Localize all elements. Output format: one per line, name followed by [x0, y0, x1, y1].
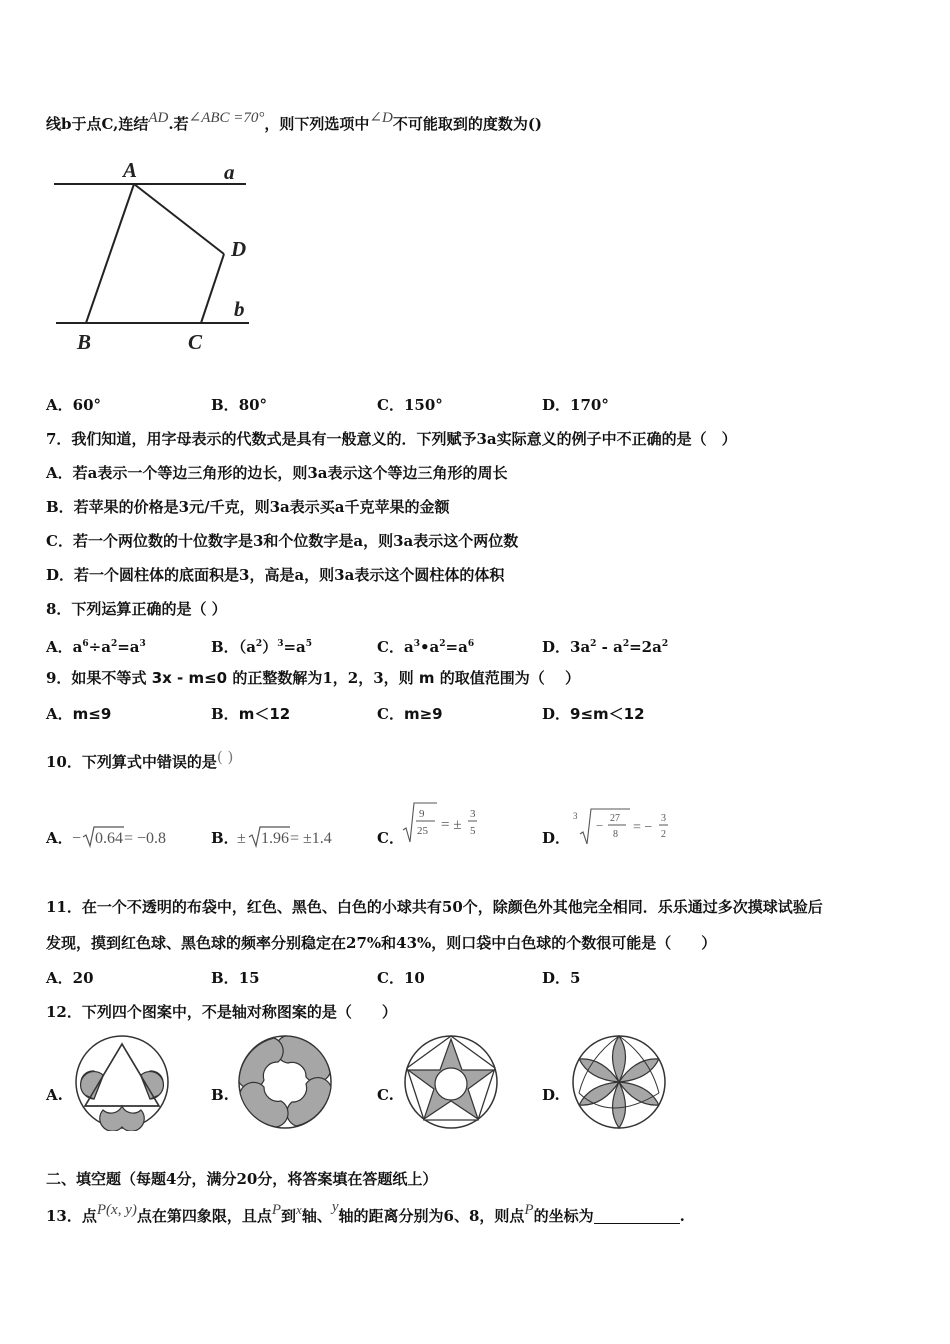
q6-option-a[interactable]: A．60° — [46, 396, 102, 414]
q10-option-a-expr — [72, 822, 192, 852]
svg-text:3: 3 — [470, 808, 476, 820]
q7-choice-a[interactable]: A．若a表示一个等边三角形的边长，则3a表示这个等边三角形的周长 — [46, 464, 508, 482]
q12-option-c-letter[interactable]: C. — [377, 1086, 394, 1104]
q10-option-d-expr — [570, 806, 680, 852]
q11-option-b[interactable]: B．15 — [211, 969, 260, 987]
q8-option-b[interactable]: B．$(a^2)^3=a^5$ — [211, 638, 313, 656]
q12-pattern-b[interactable] — [236, 1033, 334, 1131]
q10-option-c-letter[interactable]: C． — [377, 829, 404, 847]
svg-text:±: ± — [237, 830, 246, 847]
q9-option-b[interactable]: B．m＜12 — [211, 705, 291, 723]
q10-option-b-letter[interactable]: B． — [211, 829, 239, 847]
label-D: D — [231, 237, 247, 261]
label-a: a — [224, 160, 235, 184]
svg-text:0.64: 0.64 — [95, 830, 123, 847]
q12-option-a-letter[interactable]: A. — [46, 1086, 63, 1104]
svg-text:2: 2 — [661, 829, 666, 840]
label-B: B — [77, 330, 92, 354]
q11-stem-line2: 发现，摸到红色球、黑色球的频率分别稳定在27%和43%，则口袋中白色球的个数很可能是（ ） — [46, 934, 717, 952]
q11-option-d[interactable]: D．5 — [542, 969, 581, 987]
q11-option-a[interactable]: A．20 — [46, 969, 94, 987]
q13-stem: 13．点P(x, y)点在第四象限，且点P到x轴、y轴的距离分别为6、8，则点P的坐标为 . — [46, 1199, 685, 1225]
label-C: C — [188, 330, 203, 354]
svg-text:−: − — [72, 830, 82, 847]
label-b: b — [234, 297, 245, 321]
q10-option-c-expr — [401, 800, 491, 846]
q8-option-d[interactable]: D．$3a^2 - a^2=2a^2$ — [542, 638, 669, 656]
svg-text:= ±: = ± — [441, 817, 462, 833]
svg-text:9: 9 — [419, 808, 425, 820]
segment-ab — [86, 184, 134, 323]
q8-option-a[interactable]: A．$a^6\div a^2=a^3$ — [46, 638, 146, 656]
svg-text:= ±1.4: = ±1.4 — [290, 830, 332, 847]
q7-stem: 7．我们知道，用字母表示的代数式是具有一般意义的．下列赋予3a实际意义的例子中不正确的是（ ） — [46, 430, 737, 448]
segment-dc — [201, 254, 224, 323]
q7-choice-c[interactable]: C．若一个两位数的十位数字是3和个位数字是a，则3a表示这个两位数 — [46, 532, 519, 550]
q6-math-d: ∠D — [369, 110, 393, 126]
q10-stem: 10．下列算式中错误的是( ) — [46, 748, 234, 771]
segment-ad — [134, 184, 224, 254]
q10-option-b-expr — [237, 822, 362, 852]
q9-stem: 9．如果不等式 3x - m≤0 的正整数解为1，2，3，则 m 的取值范围为（ ） — [46, 669, 580, 687]
q9-option-d[interactable]: D．9≤m＜12 — [542, 705, 645, 723]
q11-option-c[interactable]: C．10 — [377, 969, 425, 987]
svg-text:3: 3 — [573, 811, 578, 821]
q6-option-d[interactable]: D．170° — [542, 396, 609, 414]
q6-option-c[interactable]: C．150° — [377, 396, 443, 414]
q10-option-d-letter[interactable]: D． — [542, 829, 571, 847]
q12-stem: 12．下列四个图案中，不是轴对称图案的是（ ） — [46, 1003, 397, 1021]
q6-figure — [46, 150, 266, 360]
q12-option-d-letter[interactable]: D. — [542, 1086, 560, 1104]
svg-text:3: 3 — [661, 813, 666, 824]
q12-pattern-a[interactable] — [73, 1033, 171, 1131]
q6-option-b[interactable]: B．80° — [211, 396, 268, 414]
section2-heading: 二、填空题（每题4分，满分20分，将答案填在答题纸上） — [46, 1170, 438, 1188]
q12-option-b-letter[interactable]: B. — [211, 1086, 229, 1104]
label-A: A — [123, 158, 138, 182]
q10-option-a-letter[interactable]: A． — [46, 829, 73, 847]
q12-pattern-c[interactable] — [402, 1033, 500, 1131]
svg-text:−: − — [596, 818, 604, 833]
svg-text:8: 8 — [613, 829, 618, 840]
svg-text:1.96: 1.96 — [261, 830, 289, 847]
svg-text:5: 5 — [470, 825, 476, 837]
q13-answer-blank[interactable] — [594, 1209, 680, 1224]
svg-text:= −: = − — [633, 820, 653, 835]
q7-choice-b[interactable]: B．若苹果的价格是3元/千克，则3a表示买a千克苹果的金额 — [46, 498, 450, 516]
q9-option-a[interactable]: A．m≤9 — [46, 705, 112, 723]
q11-stem-line1: 11．在一个不透明的布袋中，红色、黑色、白色的小球共有50个，除颜色外其他完全相同．乐乐通过多次摸球试验后 — [46, 898, 823, 916]
q8-stem: 8．下列运算正确的是（ ） — [46, 600, 227, 618]
q7-choice-d[interactable]: D．若一个圆柱体的底面积是3，高是a，则3a表示这个圆柱体的体积 — [46, 566, 505, 584]
q9-option-c[interactable]: C．m≥9 — [377, 705, 443, 723]
svg-text:27: 27 — [610, 813, 620, 824]
q6-math-ad: AD — [148, 110, 169, 126]
svg-text:= −0.8: = −0.8 — [124, 830, 167, 847]
q6-stem: 线b于点C,连结AD.若∠ABC =70°，则下列选项中∠D不可能取到的度数为() — [46, 110, 543, 133]
q12-pattern-d[interactable] — [570, 1033, 668, 1131]
q8-option-c[interactable]: C．$a^3•a^2=a^6$ — [377, 638, 475, 656]
svg-text:25: 25 — [417, 825, 428, 837]
q6-math-angle: ∠ABC =70° — [188, 110, 265, 126]
